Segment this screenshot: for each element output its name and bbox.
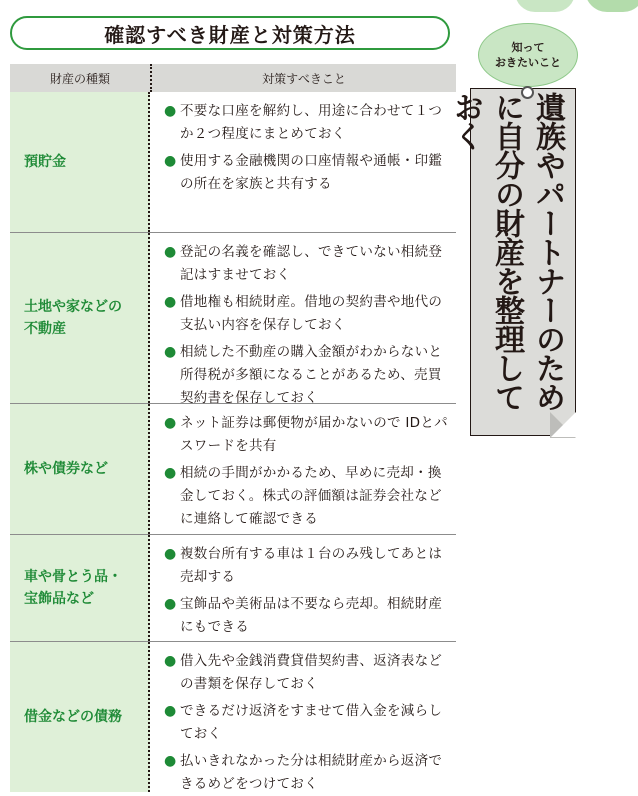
side-heading: 遺族やパートナーのために自分の財産を整理しておく [448,92,565,411]
list-item [164,412,448,458]
header-asset-type: 財産の種類 [10,64,152,92]
item-text: 登記の名義を確認し、できていない相続登記はすませておく [180,244,443,283]
list-item [164,543,448,589]
list-item [164,291,448,337]
bullet-icon: ● [164,465,177,481]
row-items-cell [150,233,456,406]
bullet-icon: ● [164,103,177,119]
row-items-cell [150,642,456,792]
table-row [10,233,456,404]
bullet-icon: ● [164,753,177,769]
item-text: 不要な口座を解約し、用途に合わせて１つか２つ程度にまとめておく [180,103,443,142]
list-item [164,150,448,196]
table-row [10,535,456,642]
list-item [164,100,448,146]
top-decoration [585,0,638,12]
table-header [10,64,456,92]
measures-table [10,64,456,792]
list-item [164,650,448,696]
row-label-cell [10,642,150,792]
row-items-cell [150,404,456,534]
bullet-icon: ● [164,294,177,310]
list-item [164,462,448,531]
list-item [164,750,448,796]
list-item [164,341,448,410]
row-label-cell [10,404,150,534]
row-items-cell [150,92,456,232]
item-text: 借入先や金銭消費貸借契約書、返済表などの書類を保存しておく [180,653,443,692]
row-items-cell [150,535,456,641]
row-label-cell [10,233,150,403]
bullet-icon: ● [164,703,177,719]
header-measures: 対策すべきこと [262,71,346,86]
bullet-icon: ● [164,653,177,669]
row-label: 株や債券など [24,461,108,477]
bullet-icon: ● [164,546,177,562]
row-label-cell [10,535,150,641]
item-text: 相続した不動産の購入金額がわからないと所得税が多額になることがあるため、売買契約書を保存しておく [180,344,443,406]
table-row [10,404,456,535]
row-label: 車や骨とう品・ 宝飾品など [24,569,122,607]
page-title: 確認すべき財産と対策方法 [10,16,450,50]
item-text: 借地権も相続財産。借地の契約書や地代の支払い内容を保存しておく [180,294,443,333]
item-text: 使用する金融機関の口座情報や通帳・印鑑の所在を家族と共有する [180,153,443,192]
bullet-icon: ● [164,244,177,260]
item-text: ネット証券は郵便物が届かないので IDとパスワードを共有 [180,415,448,454]
table-row [10,92,456,233]
table-row [10,642,456,792]
info-badge: 知って おきたいこと [478,23,578,87]
row-label: 借金などの債務 [24,709,122,725]
row-label: 土地や家などの 不動産 [24,299,122,337]
item-text: 宝飾品や美術品は不要なら売却。相続財産にもできる [180,596,443,635]
list-item [164,241,448,287]
bullet-icon: ● [164,596,177,612]
bullet-icon: ● [164,153,177,169]
top-decoration [515,0,575,12]
item-text: できるだけ返済をすませて借入金を減らしておく [180,703,443,742]
list-item [164,700,448,746]
item-text: 相続の手間がかかるため、早めに売却・換金しておく。株式の評価額は証券会社などに連絡して確認できる [180,465,442,527]
row-label: 預貯金 [24,154,66,170]
bullet-icon: ● [164,415,177,431]
bullet-icon: ● [164,344,177,360]
list-item [164,593,448,639]
row-label-cell [10,92,150,232]
item-text: 複数台所有する車は１台のみ残してあとは売却する [180,546,443,585]
item-text: 払いきれなかった分は相続財産から返済できるめどをつけておく [180,753,443,792]
